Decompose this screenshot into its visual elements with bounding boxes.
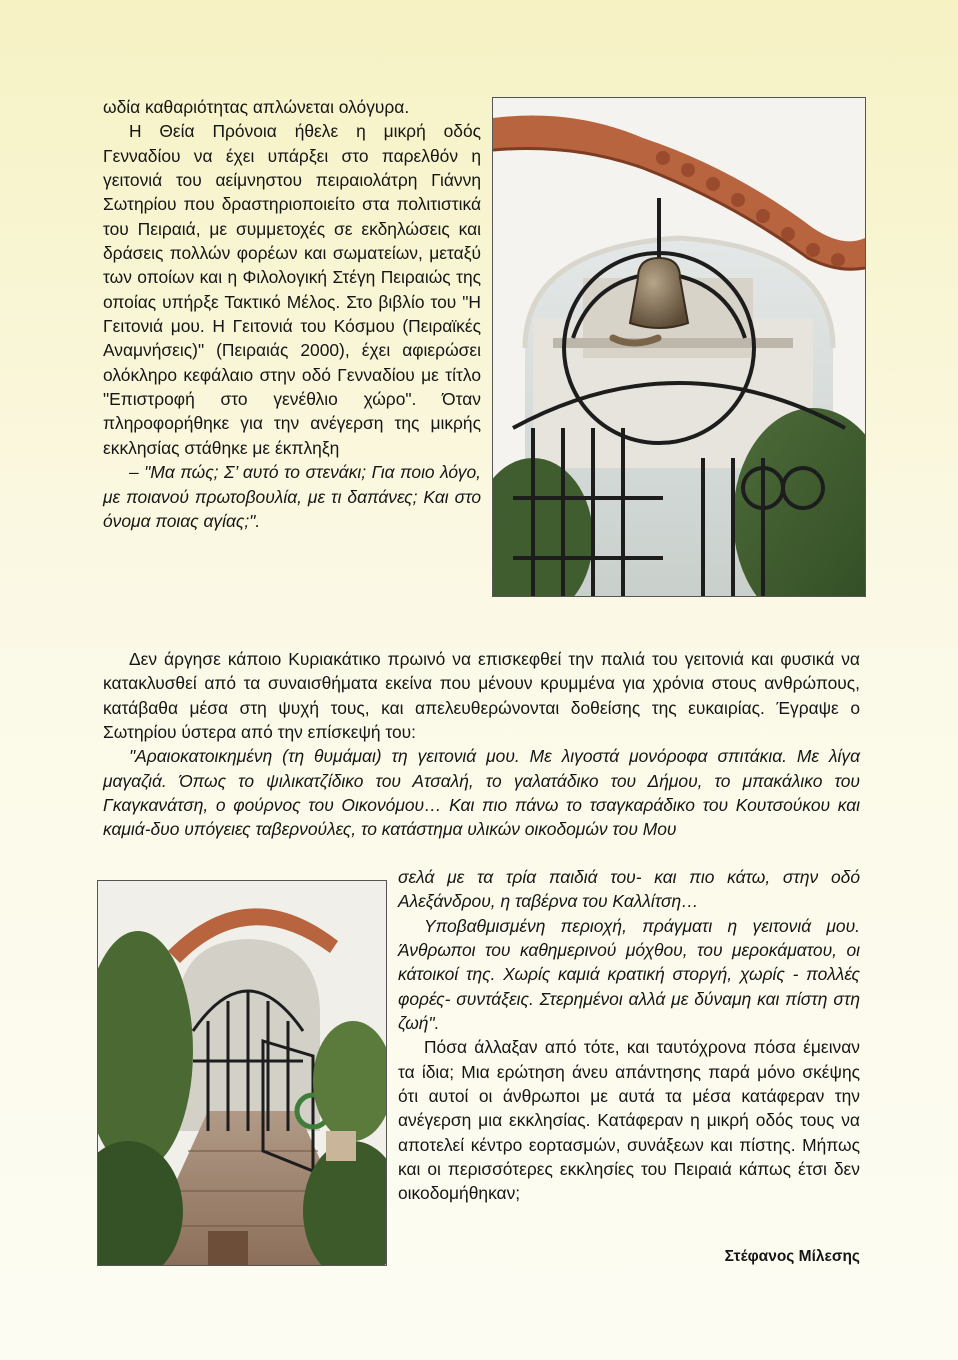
bell-arch-illustration [493,98,865,596]
paragraph-sotiriou: Η Θεία Πρόνοια ήθελε η μικρή οδός Γενναδίου να έχει υπάρξει στο παρελθόν η γειτονιά του αείμνηστου πειραιολάτρη Γιάννη Σωτηρίου που δραστηριοποιείτο στα πολιτιστικά του Πειραιά, με συμμετοχές σε εκδηλώσεις και δράσεις πολλών φορέων και σωματείων, μεταξύ των οποίων και η Φιλολογική Στέγη Πειραιώς της οποίας υπήρξε Τακτικό Μέλος. Στο βιβλίο του "Η Γειτονιά μου. Η Γειτονιά του Κόσμου (Πειραϊκές Αναμνήσεις)" (Πειραιάς 2000), έχει αφιερώσει ολόκληρο κεφάλαιο στην οδό Γενναδίου με τίτλο "Επιστροφή στο γενέθλιο χώρο". Όταν πληροφορήθηκε για την ανέγερση της μικρής εκκλησίας στάθηκε με έκπληξη [103,121,481,458]
photo-courtyard-gate [97,880,387,1266]
courtyard-illustration [98,881,386,1265]
paragraph-intro-line: ωδία καθαριότητας απλώνεται ολόγυρα. [103,97,410,117]
text-column-top [103,95,481,533]
text-column-bottom [398,865,860,1206]
photo-bell-arch [492,97,866,597]
quote-neighborhood-continued: σελά με τα τρία παιδιά του- και πιο κάτω, στην οδό Αλεξάνδρου, η ταβέρνα του Καλλίτση… [398,867,860,912]
paragraph-visit: Δεν άργησε κάποιο Κυριακάτικο πρωινό να επισκεφθεί την παλιά του γειτονιά και φυσικά να κατακλυσθεί από τα συναισθήματα εκείνα που μένουν κρυμμένα για χρόνια στους ανθρώπους, κατάβαθα μέσα στη ψυχή τους, και απελευθερώνονται δοθείσης της ευκαιρίας. Έγραψε ο Σωτηρίου ύστερα από την επίσκεψή του: [103,649,860,743]
text-block-full [103,647,860,842]
author-signature: Στέφανος Μίλεσης [724,1248,860,1265]
paragraph-conclusion: Πόσα άλλαξαν από τότε, και ταυτόχρονα πόσα έμειναν τα ίδια; Μια ερώτηση άνευ απάντησης παρά μόνο σκέψης ότι αυτοί οι άνθρωποι με αυτά τα μέσα κατάφεραν την ανέγερση μια εκκλησίας. Κατάφεραν η μικρή οδός τους να αποτελεί κέντρο εορτασμών, συνάξεων και πίστης. Μήπως και οι περισσότερες εκκλησίες του Πειραιά κάπως έτσι δεν οικοδομήθηκαν; [398,1037,860,1204]
quote-question: – "Μα πώς; Σ’ αυτό το στενάκι; Για ποιο λόγο, με ποιανού πρωτοβουλία, με τι δαπάνες; Και στο όνομα ποιας αγίας;". [103,462,481,531]
quote-neighborhood: "Αραιοκατοικημένη (τη θυμάμαι) τη γειτονιά μου. Με λιγοστά μονόροφα σπιτάκια. Με λίγα μαγαζιά. Όπως το ψιλικατζίδικο του Ατσαλή, το γαλατάδικο του Δήμου, το μπακάλικο του Γκαγκανάτση, ο φούρνος του Οικονόμου… Και πιο πάνω το τσαγκαράδικο του Κουτσούκου και καμιά-δυο υπόγειες ταβερνούλες, το κατάστημα υλικών οικοδομών του Μου [103,746,860,840]
quote-poor-area: Υποβαθμισμένη περιοχή, πράγματι η γειτονιά μου. Άνθρωποι του καθημερινού μόχθου, του μεροκάματου, οι κάτοικοί της. Χωρίς καμιά κρατική στοργή, χωρίς - πολλές φορές- συντάξεις. Στερημένοι αλλά με δύναμη και πίστη στη ζωή". [398,915,860,1034]
